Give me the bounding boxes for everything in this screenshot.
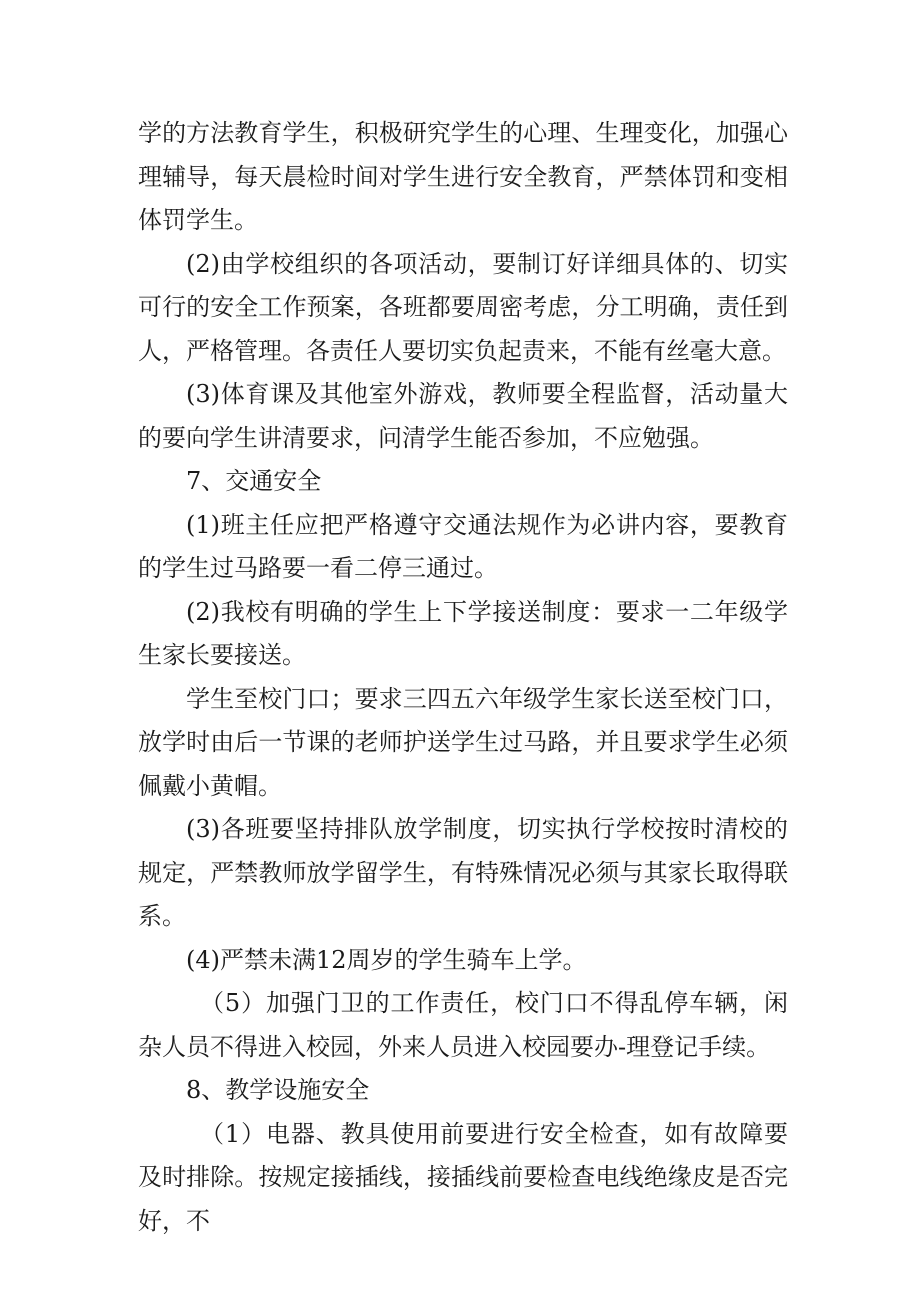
paragraph-traffic-item-5: （5）加强门卫的工作责任，校门口不得乱停车辆，闲杂人员不得进入校园，外来人员进入校园要办-理登记手续。 xyxy=(138,989,788,1061)
paragraph-traffic-item-2: (2)我校有明确的学生上下学接送制度：要求一二年级学生家长要接送。 xyxy=(138,597,788,669)
paragraph-traffic-item-4: (4)严禁未满12周岁的学生骑车上学。 xyxy=(186,945,587,974)
paragraph-item-3: (3)体育课及其他室外游戏，教师要全程监督，活动量大的要向学生讲清要求，问清学生能否参加，不应勉强。 xyxy=(138,380,788,452)
section-heading-facility-safety: 8、教学设施安全 xyxy=(186,1076,370,1104)
paragraph-traffic-item-1: (1)班主任应把严格遵守交通法规作为必讲内容，要教育的学生过马路要一看二停三通过。 xyxy=(138,510,788,582)
section-heading-traffic-safety: 7、交通安全 xyxy=(186,467,322,495)
paragraph-facility-item-1: （1）电器、教具使用前要进行安全检查，如有故障要及时排除。按规定接插线，接插线前要检查电线绝缘皮是否完好，不 xyxy=(138,1119,788,1235)
paragraph-item-2: (2)由学校组织的各项活动，要制订好详细具体的、切实可行的安全工作预案，各班都要周密考虑，分工明确，责任到人，严格管理。各责任人要切实负起责来，不能有丝毫大意。 xyxy=(138,249,788,365)
document-body xyxy=(138,112,788,1243)
paragraph-continuation: 学的方法教育学生，积极研究学生的心理、生理变化，加强心理辅导，每天晨检时间对学生进行安全教育，严禁体罚和变相体罚学生。 xyxy=(138,119,788,234)
paragraph-traffic-pickup: 学生至校门口；要求三四五六年级学生家长送至校门口，放学时由后一节课的老师护送学生过马路，并且要求学生必须佩戴小黄帽。 xyxy=(138,684,788,800)
paragraph-traffic-item-3: (3)各班要坚持排队放学制度，切实执行学校按时清校的规定，严禁教师放学留学生，有特殊情况必须与其家长取得联系。 xyxy=(138,815,788,930)
